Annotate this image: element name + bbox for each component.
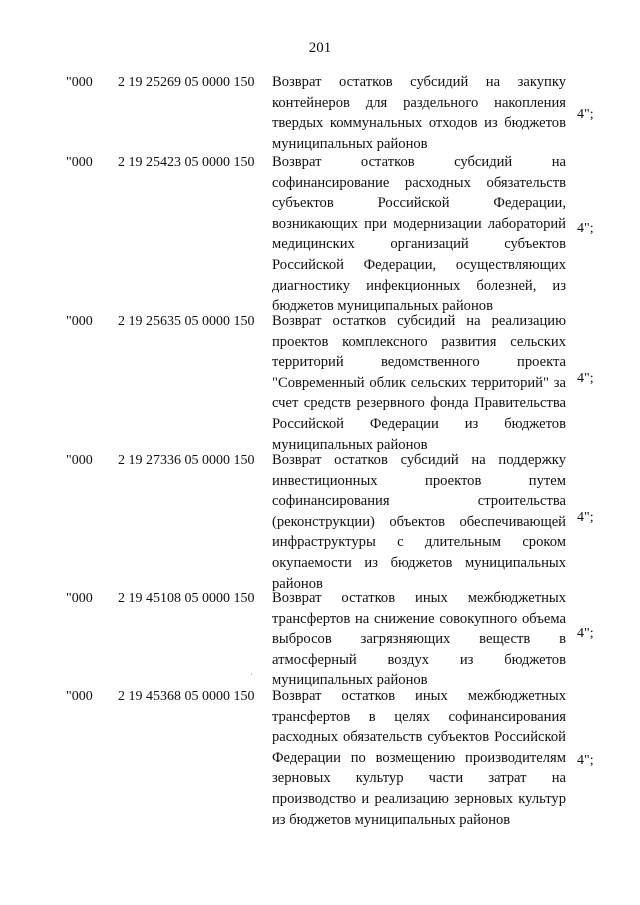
- row-prefix: "000: [66, 453, 93, 468]
- budget-code: 2 19 25423 05 0000 150: [118, 155, 255, 170]
- row-description: Возврат остатков субсидий на реализацию проектов комплексного развития сельских территорий ведомственного проекта "Современный облик сельских территорий" за счет средств резервного фонда Правительства Российской Федерации из бюджетов муниципальных районов: [272, 313, 566, 453]
- row-prefix: "000: [66, 155, 93, 170]
- budget-code: 2 19 45108 05 0000 150: [118, 591, 255, 606]
- row-description: Возврат остатков субсидий на закупку контейнеров для раздельного накопления твердых коммунальных отходов из бюджетов муниципальных районов: [272, 74, 566, 152]
- row-description: Возврат остатков субсидий на софинансирование расходных обязательств субъектов Российской Федерации, возникающих при модернизации лабораторий медицинских организаций субъектов Российской Федерации, осуществляющих диагностику инфекционных болезней, из бюджетов муниципальных районов: [272, 154, 566, 315]
- row-prefix: "000: [66, 314, 93, 329]
- page-number: 201: [308, 40, 332, 56]
- scan-mark: ˈ: [250, 672, 253, 682]
- row-prefix: "000: [66, 591, 93, 606]
- row-suffix: 4";: [577, 753, 594, 768]
- row-suffix: 4";: [577, 510, 594, 525]
- budget-code: 2 19 25635 05 0000 150: [118, 314, 255, 329]
- row-suffix: 4";: [577, 371, 594, 386]
- budget-code: 2 19 25269 05 0000 150: [118, 75, 255, 90]
- row-description: Возврат остатков иных межбюджетных трансфертов в целях софинансирования расходных обязательств субъектов Российской Федерации по возмещению производителям зерновых культур части затрат на производство и реализацию зерновых культур из бюджетов муниципальных районов: [272, 688, 566, 828]
- row-suffix: 4";: [577, 626, 594, 641]
- row-prefix: "000: [66, 75, 93, 90]
- row-suffix: 4";: [577, 221, 594, 236]
- row-suffix: 4";: [577, 107, 594, 122]
- budget-code: 2 19 27336 05 0000 150: [118, 453, 255, 468]
- row-description: Возврат остатков иных межбюджетных трансфертов на снижение совокупного объема выбросов загрязняющих веществ в атмосферный воздух из бюджетов муниципальных районов: [272, 590, 566, 689]
- row-prefix: "000: [66, 689, 93, 704]
- budget-code: 2 19 45368 05 0000 150: [118, 689, 255, 704]
- row-description: Возврат остатков субсидий на поддержку инвестиционных проектов путем софинансирования строительства (реконструкции) объектов обеспечивающей инфраструктуры с длительным сроком окупаемости из бюджетов муниципальных районов: [272, 452, 566, 592]
